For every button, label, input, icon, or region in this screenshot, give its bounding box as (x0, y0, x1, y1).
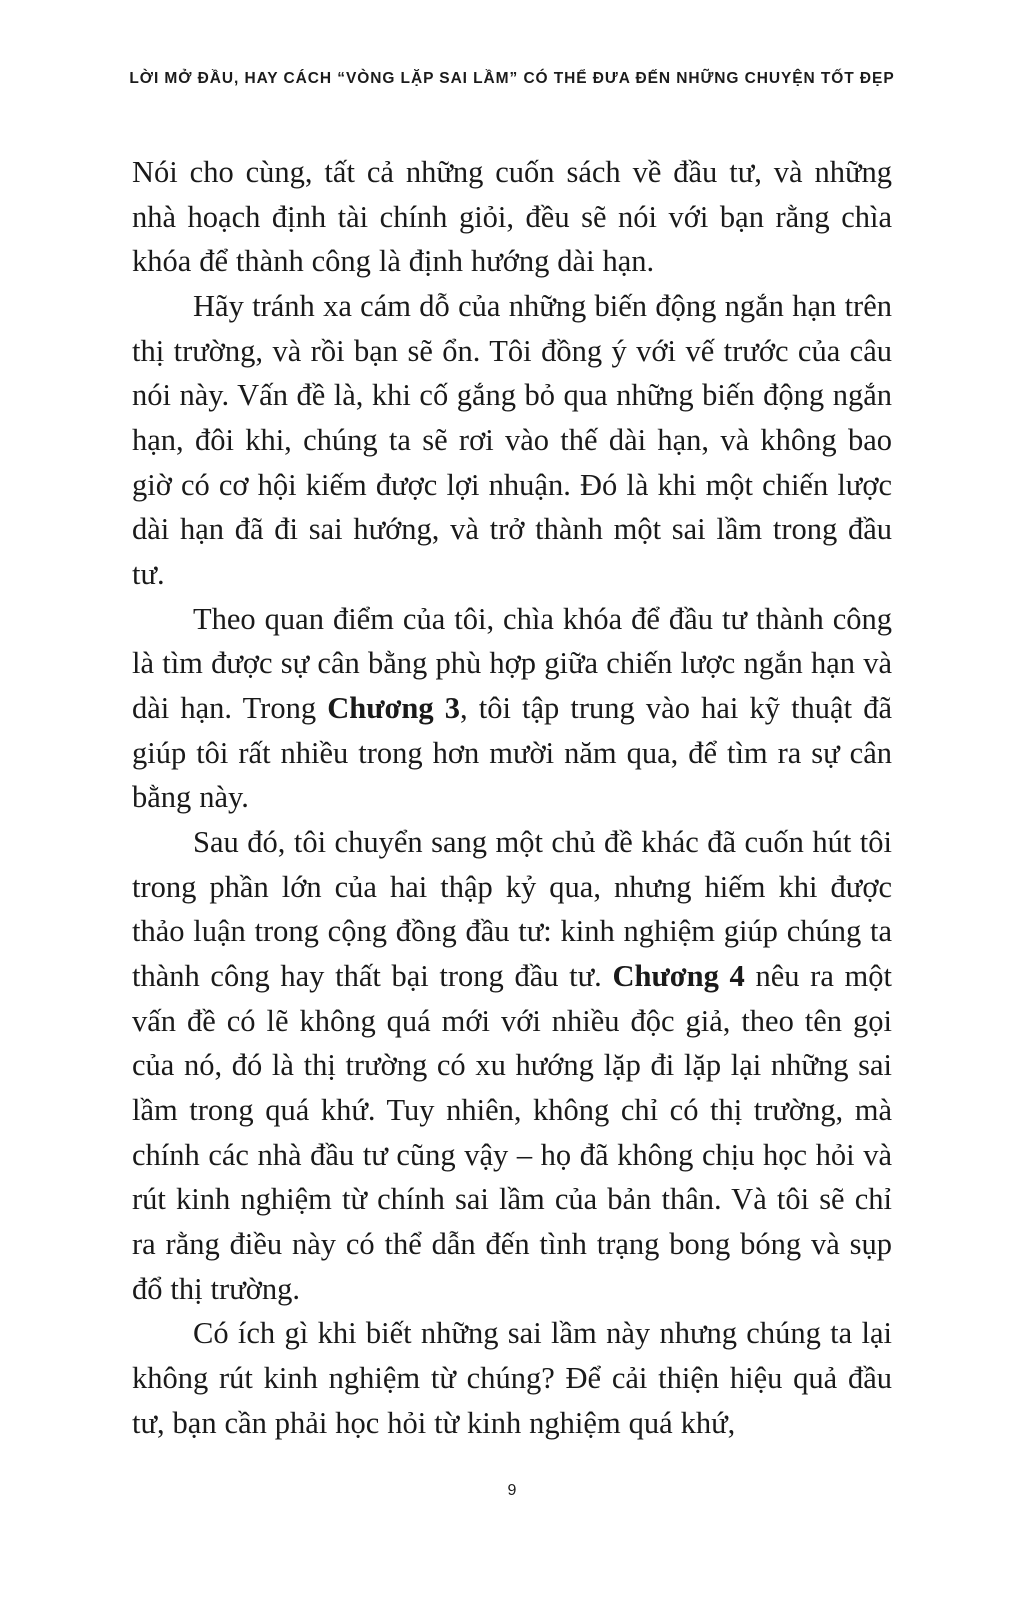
page-number: 9 (507, 1482, 517, 1499)
chapter-reference: Chương 4 (612, 959, 745, 994)
text-run: Sau đó, tôi chuyển sang một chủ đề khác đã cuốn hút tôi trong phần lớn của hai thập kỷ qua, nhưng hiếm khi được thảo luận trong cộng đồng đầu tư: kinh nghiệm giúp chúng ta thành công hay thất bại trong đầu tư. (132, 825, 892, 994)
paragraph: Hãy tránh xa cám dỗ của những biến động ngắn hạn trên thị trường, và rồi bạn sẽ ổn. Tôi đồng ý với vế trước của câu nói này. Vấn đề là, khi cố gắng bỏ qua những biến động ngắn hạn, đôi khi, chúng ta sẽ rơi vào thế dài hạn, và không bao giờ có cơ hội kiếm được lợi nhuận. Đó là khi một chiến lược dài hạn đã đi sai hướng, và trở thành một sai lầm trong đầu tư. (132, 289, 892, 592)
text-run: Theo quan điểm của tôi, chìa khóa để đầu tư thành công là tìm được sự cân bằng phù hợp giữa chiến lược ngắn hạn và dài hạn. Trong (132, 601, 892, 726)
running-head: LỜI MỞ ĐẦU, HAY CÁCH “VÒNG LẶP SAI LẦM” CÓ THỂ ĐƯA ĐẾN NHỮNG CHUYỆN TỐT ĐẸP (129, 70, 895, 87)
chapter-reference: Chương 3 (327, 691, 460, 726)
paragraph (132, 597, 892, 820)
paragraph: Nói cho cùng, tất cả những cuốn sách về đầu tư, và những nhà hoạch định tài chính giỏi, đều sẽ nói với bạn rằng chìa khóa để thành công là định hướng dài hạn. (132, 155, 892, 279)
paragraph (132, 820, 892, 1311)
text-run: nêu ra một vấn đề có lẽ không quá mới với nhiều độc giả, theo tên gọi của nó, đó là thị trường có xu hướng lặp đi lặp lại những sai lầm trong quá khứ. Tuy nhiên, không chỉ có thị trường, mà chính các nhà đầu tư cũng vậy – họ đã không chịu học hỏi và rút kinh nghiệm từ chính sai lầm của bản thân. Và tôi sẽ chỉ ra rằng điều này có thể dẫn đến tình trạng bong bóng và sụp đổ thị trường. (132, 959, 892, 1306)
body-text-column (132, 150, 892, 1445)
paragraph: Có ích gì khi biết những sai lầm này nhưng chúng ta lại không rút kinh nghiệm từ chúng? Để cải thiện hiệu quả đầu tư, bạn cần phải học hỏi từ kinh nghiệm quá khứ, (132, 1316, 892, 1440)
text-run: , tôi tập trung vào hai kỹ thuật đã giúp tôi rất nhiều trong hơn mười năm qua, để tìm ra sự cân bằng này. (132, 691, 892, 815)
